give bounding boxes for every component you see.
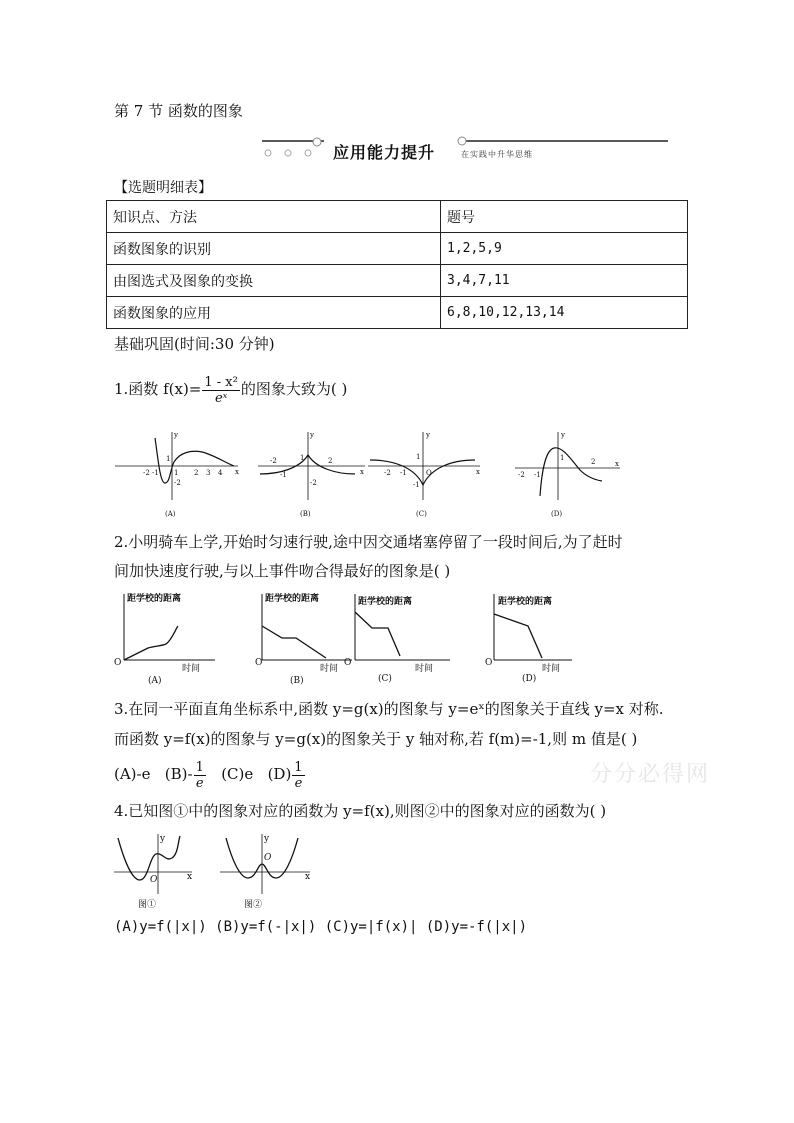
q2-xlabel: 时间 <box>542 664 561 674</box>
q2-label-b: (B) <box>290 676 304 686</box>
svg-text:4: 4 <box>218 469 223 477</box>
q3-frac-den: e <box>195 775 204 791</box>
svg-text:-2: -2 <box>174 479 181 487</box>
svg-text:y: y <box>160 834 166 844</box>
q4-graphs <box>110 832 320 912</box>
question-1 <box>114 370 347 408</box>
svg-text:y: y <box>174 431 178 439</box>
q2-label-c: (C) <box>378 674 392 684</box>
q4-figure-2 <box>220 834 310 910</box>
q1-graph-b <box>258 431 365 500</box>
q2-graph-d <box>485 594 572 684</box>
svg-text:-2 -1: -2 -1 <box>143 469 159 477</box>
q2-ylabel: 距学校的距离 <box>265 594 320 604</box>
q3-option-d: (D) <box>267 765 292 783</box>
q4-line: 4.已知图①中的图象对应的函数为 y=f(x),则图②中的图象对应的函数为( ) <box>114 802 607 820</box>
svg-text:1: 1 <box>166 455 171 463</box>
q3-fraction-b <box>194 760 206 791</box>
q4-options: (A)y=f(|x|) (B)y=f(-|x|) (C)y=|f(x)| (D)y=-f(|x|) <box>114 919 528 935</box>
svg-text:x: x <box>187 872 193 882</box>
table-cell: 由图选式及图象的变换 <box>107 265 441 297</box>
table-heading: 【选题明细表】 <box>114 180 212 196</box>
svg-text:x: x <box>235 468 239 476</box>
q3-line2: 而函数 y=f(x)的图象与 y=g(x)的图象关于 y 轴对称,若 f(m)=-1,则 m 值是( ) <box>114 730 638 748</box>
table-row <box>107 265 688 297</box>
section-basic: 基础巩固(时间:30 分钟) <box>114 335 275 353</box>
svg-text:-1: -1 <box>280 471 287 479</box>
table-cell: 函数图象的识别 <box>107 233 441 265</box>
table-header-row <box>107 201 688 233</box>
table-header-cell: 题号 <box>441 201 688 233</box>
svg-text:y: y <box>426 431 430 439</box>
svg-text:O: O <box>255 658 263 668</box>
svg-text:1: 1 <box>300 454 305 462</box>
svg-text:-2: -2 <box>384 469 391 477</box>
q2-xlabel: 时间 <box>182 664 201 674</box>
svg-text:3: 3 <box>206 469 211 477</box>
svg-text:O: O <box>344 658 352 668</box>
svg-text:x: x <box>476 468 480 476</box>
svg-text:2: 2 <box>194 469 199 477</box>
q3-option-b: (B)- <box>164 765 193 783</box>
q3-options <box>114 756 306 792</box>
q3-option-a: (A)-e <box>114 765 151 783</box>
q1-label-c: (C) <box>416 510 427 518</box>
table-row <box>107 233 688 265</box>
q2-xlabel: 时间 <box>320 664 339 674</box>
svg-text:O: O <box>114 658 122 668</box>
svg-text:-2: -2 <box>310 479 317 487</box>
q3-frac-num: 1 <box>294 759 303 775</box>
q4-fig2-label: 图② <box>244 900 263 910</box>
svg-text:y: y <box>561 431 565 439</box>
svg-text:1: 1 <box>416 453 421 461</box>
table-cell: 1,2,5,9 <box>441 233 688 265</box>
q1-label-d: (D) <box>551 510 563 518</box>
q3-frac-den: e <box>294 775 303 791</box>
q2-line2: 间加快速度行驶,与以上事件吻合得最好的图象是( ) <box>114 562 451 580</box>
table-header-cell: 知识点、方法 <box>107 201 441 233</box>
table-cell: 3,4,7,11 <box>441 265 688 297</box>
svg-text:O: O <box>426 469 432 477</box>
svg-text:O: O <box>485 658 493 668</box>
svg-text:1: 1 <box>174 469 179 477</box>
q1-graphs <box>110 428 630 520</box>
q2-ylabel: 距学校的距离 <box>498 597 553 607</box>
q3-option-c: (C)e <box>221 765 254 783</box>
q3-frac-num: 1 <box>195 759 204 775</box>
table-cell: 6,8,10,12,13,14 <box>441 297 688 329</box>
topic-table <box>106 200 688 329</box>
q2-graphs <box>110 590 580 686</box>
q4-fig1-label: 图① <box>138 900 157 910</box>
q2-label-a: (A) <box>148 676 162 686</box>
svg-text:x: x <box>305 872 311 882</box>
banner-title: 应用能力提升 <box>333 143 436 162</box>
table-cell: 函数图象的应用 <box>107 297 441 329</box>
q2-graph-a <box>114 592 215 686</box>
q1-numerator: 1 - x² <box>204 374 238 390</box>
section-title: 第 7 节 函数的图象 <box>114 102 243 120</box>
svg-text:2: 2 <box>591 458 596 466</box>
q3-fraction-d <box>292 760 304 791</box>
q1-graph-c <box>368 431 480 500</box>
q1-graph-a <box>115 431 239 500</box>
svg-text:x: x <box>360 468 364 476</box>
q2-line1: 2.小明骑车上学,开始时匀速行驶,途中因交通堵塞停留了一段时间后,为了赶时 <box>114 533 623 551</box>
table-row <box>107 297 688 329</box>
banner-subtitle: 在实践中升华思维 <box>461 150 533 159</box>
svg-text:2: 2 <box>328 457 333 465</box>
q1-suffix: 的图象大致为( ) <box>240 380 348 398</box>
svg-text:y: y <box>310 431 314 439</box>
svg-text:-1: -1 <box>400 469 407 477</box>
q1-prefix: 1.函数 f(x)= <box>114 380 202 398</box>
svg-text:-1: -1 <box>413 481 420 489</box>
watermark: 分分必得网 <box>590 762 711 787</box>
q2-graph-b <box>255 592 352 686</box>
q2-ylabel: 距学校的距离 <box>358 597 413 607</box>
svg-text:1: 1 <box>560 454 565 462</box>
q3-line1: 3.在同一平面直角坐标系中,函数 y=g(x)的图象与 y=eˣ的图象关于直线 y=x 对称. <box>114 700 664 718</box>
q2-graph-c <box>344 594 450 684</box>
q1-fraction <box>202 375 239 406</box>
q1-label-a: (A) <box>165 510 176 518</box>
svg-text:O: O <box>150 875 158 885</box>
svg-text:-1: -1 <box>534 471 541 479</box>
svg-text:O: O <box>264 853 272 863</box>
q2-label-d: (D) <box>522 674 537 684</box>
q4-figure-1 <box>114 834 192 910</box>
q1-label-b: (B) <box>300 510 311 518</box>
svg-text:y: y <box>264 834 270 844</box>
q2-ylabel: 距学校的距离 <box>127 594 182 604</box>
q1-denominator: eˣ <box>214 390 228 406</box>
svg-text:x: x <box>615 460 619 468</box>
svg-text:-2: -2 <box>518 471 525 479</box>
q2-xlabel: 时间 <box>415 664 434 674</box>
q1-graph-d <box>515 431 620 500</box>
svg-text:-2: -2 <box>270 457 277 465</box>
